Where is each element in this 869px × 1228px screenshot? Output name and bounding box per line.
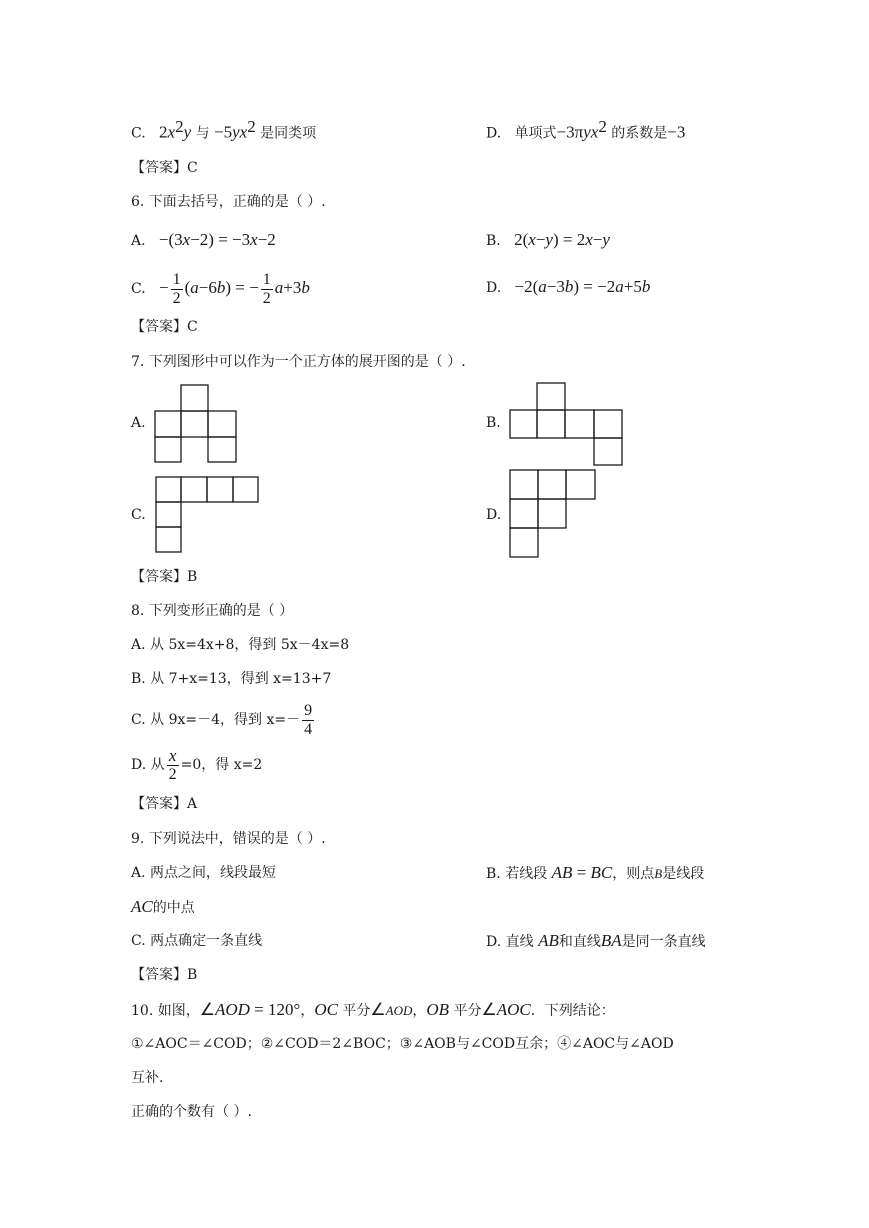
- q7-option-a-label: A.: [131, 415, 146, 431]
- option-label: C.: [131, 125, 146, 142]
- q6-option-d: D. −2(a−3b) = −2a+5b: [486, 277, 651, 296]
- q9-option-b: B. 若线段 AB = BC，则点B是线段: [486, 863, 705, 882]
- stem-text: 10. 如图，: [131, 1003, 200, 1019]
- q9-option-c: C. 两点确定一条直线: [131, 933, 263, 949]
- stem-text: ．下列结论：: [530, 1003, 615, 1019]
- q10-conclusions: ①∠AOC＝∠COD；②∠COD＝2∠BOC；③∠AOB与∠COD互余；④∠AOC与∠AOD: [131, 1036, 674, 1052]
- option-text: =0，得 x=2: [180, 757, 263, 773]
- option-text: 的中点: [152, 900, 195, 916]
- fraction: $\frac{1}{2}$: [172, 270, 181, 307]
- q8-option-b: B. 从 7+x=13，得到 x=13+7: [131, 671, 332, 687]
- q7-stem: 7. 下列图形中可以作为一个正方体的展开图的是（ ）.: [131, 354, 466, 370]
- option-text: 单项式: [514, 125, 557, 142]
- option-text: 和直线: [558, 934, 601, 950]
- q9-stem: 9. 下列说法中，错误的是（ ）.: [131, 831, 326, 847]
- option-text: D. 从: [131, 757, 165, 773]
- q7-option-b-label: B.: [486, 415, 501, 431]
- stem-text: 平分: [453, 1003, 482, 1019]
- q9-option-d: D. 直线 AB和直线BA是同一条直线: [486, 931, 706, 950]
- option-text: B. 若线段: [486, 866, 548, 882]
- cube-net-d: [509, 469, 597, 559]
- q8-answer: 【答案】A: [131, 796, 198, 812]
- cube-net-c: [155, 476, 259, 554]
- option-text: 的系数是: [611, 125, 668, 142]
- q9-answer: 【答案】B: [131, 967, 198, 983]
- q10-question: 正确的个数有（ ）.: [131, 1104, 252, 1120]
- q5-answer: 【答案】C: [131, 160, 198, 176]
- option-label: A.: [131, 233, 146, 249]
- q8-option-a: A. 从 5x=4x+8，得到 5x－4x=8: [131, 637, 350, 653]
- cube-net-a: [154, 384, 238, 464]
- option-text: D. 直线: [486, 934, 534, 950]
- q10-stem: 10. 如图，∠AOD = 120°，OC 平分∠AOD，OB 平分∠AOC．下列结论：: [131, 1000, 615, 1019]
- fraction: [167, 747, 179, 784]
- q6-option-c: C. − $\frac{1}{2}$ (a−6b) = − $\frac{1}{2}$ a+3b: [131, 270, 310, 307]
- option-text: 是同类项: [260, 125, 317, 142]
- q7-option-d-label: D.: [486, 507, 502, 523]
- option-label: C.: [131, 281, 146, 297]
- q6-option-a: A. −(3x−2) = −3x−2: [131, 230, 276, 249]
- option-label: D.: [486, 125, 502, 142]
- q5-option-d: D. 单项式−3πyx$^2$ 的系数是−3: [486, 117, 686, 142]
- q6-option-b: B. 2(x−y) = 2x−y: [486, 230, 610, 249]
- q9-option-b-continuation: AC的中点: [131, 897, 195, 916]
- option-text: 是线段: [662, 866, 705, 882]
- fraction-numerator: x: [167, 747, 179, 766]
- fraction: [302, 702, 314, 739]
- option-text: C. 从 9x=－4，得到 x=－: [131, 712, 301, 728]
- q7-option-c-label: C.: [131, 507, 146, 523]
- fraction: $\frac{1}{2}$: [262, 270, 271, 307]
- stem-text: ，: [300, 1003, 315, 1019]
- q7-answer: 【答案】B: [131, 569, 198, 585]
- q5-option-c: C. $2x^2y$ 与 $-5yx^2$ 是同类项: [131, 117, 317, 142]
- q6-stem: 6. 下面去括号，正确的是（ ）.: [131, 194, 326, 210]
- stem-text: ，: [412, 1003, 427, 1019]
- fraction-denominator: 2: [168, 765, 177, 783]
- q6-answer: 【答案】C: [131, 319, 198, 335]
- stem-text: 平分: [342, 1003, 371, 1019]
- fraction-numerator: 9: [304, 701, 313, 719]
- fraction-denominator: 4: [304, 720, 313, 738]
- cube-net-b: [509, 382, 623, 466]
- q8-option-d: [131, 745, 262, 785]
- option-text: 是同一条直线: [621, 934, 706, 950]
- q10-conclusions-cont: 互补.: [131, 1070, 164, 1086]
- option-text: ，则点: [612, 866, 655, 882]
- q8-stem: 8. 下列变形正确的是（ ）: [131, 603, 294, 619]
- q8-option-c: [131, 700, 316, 740]
- option-label: B.: [486, 233, 501, 249]
- option-label: D.: [486, 280, 502, 296]
- q9-option-a: A. 两点之间，线段最短: [131, 865, 277, 881]
